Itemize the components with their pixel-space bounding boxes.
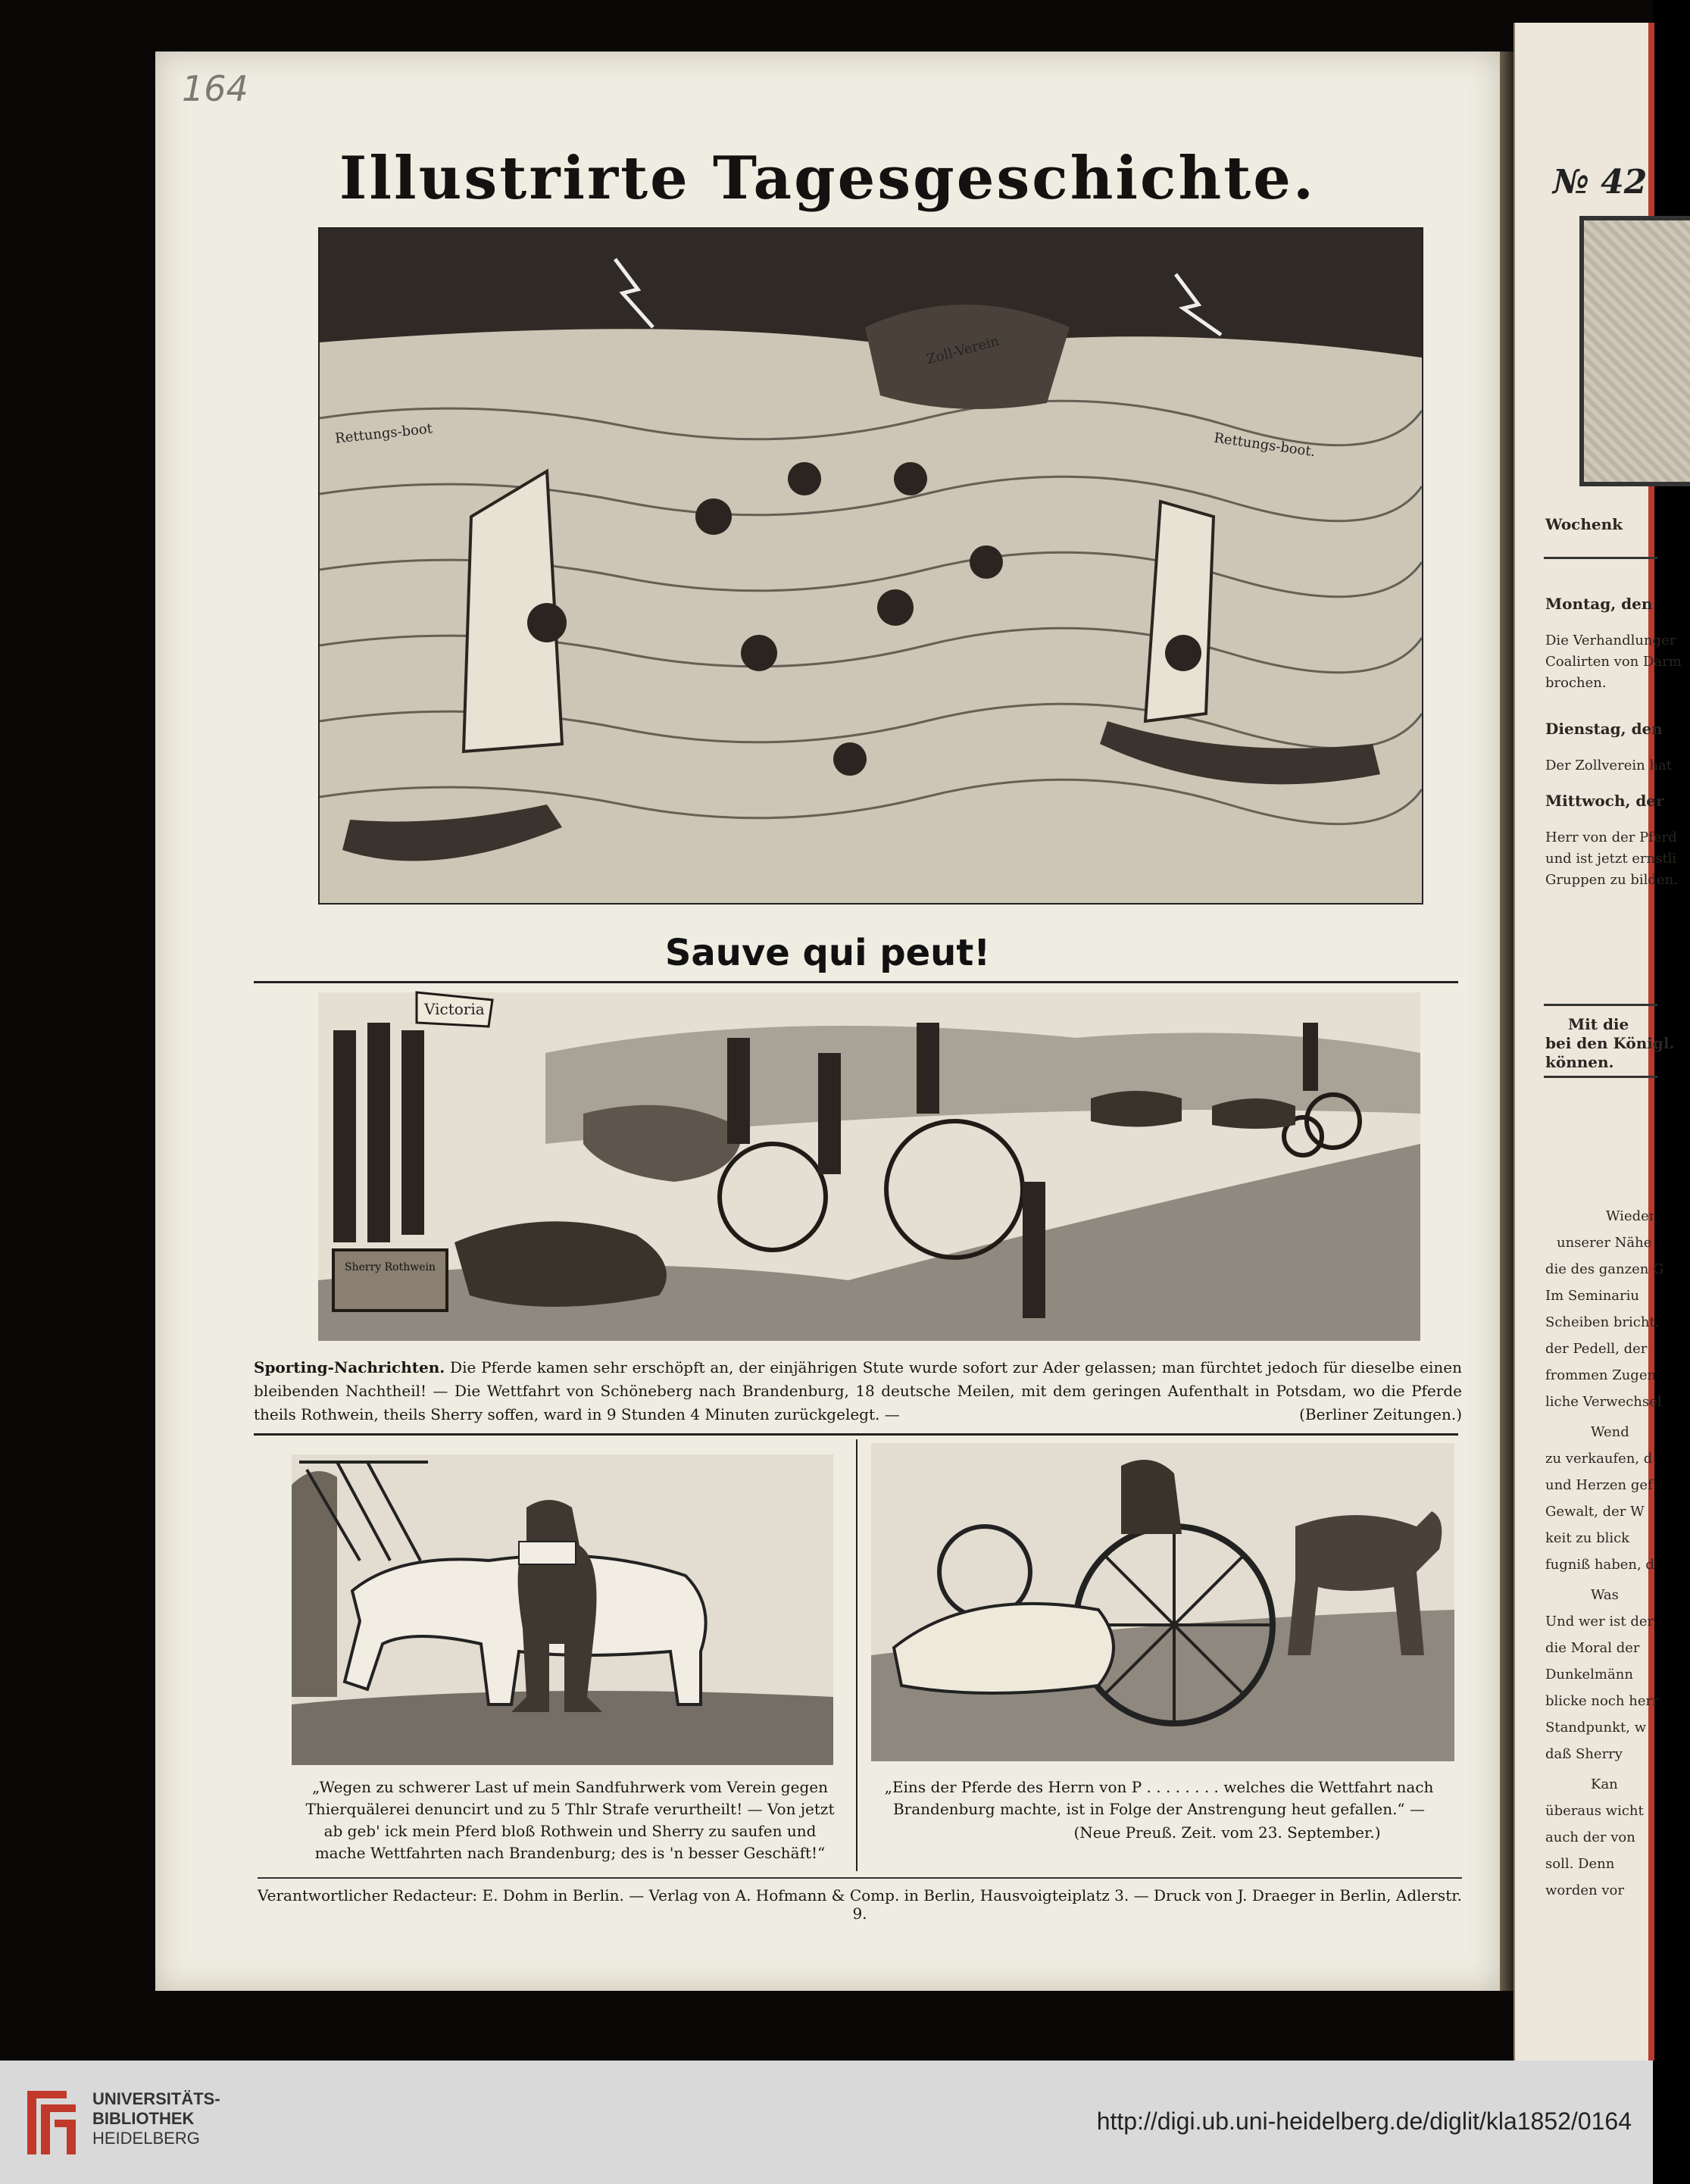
text-line: liche Verwechsel xyxy=(1545,1394,1662,1410)
carter-quote: „Wegen zu schwerer Last uf mein Sandfuhrwerk vom Verein gegen Thierquälerei denuncirt und zu 5 Thlr Strafe verurtheilt! — Von jetzt ab geb' ick mein Pferd bloß Rothwein und Sherry zu saufen und mache Wettfahrten nach Brandenburg; des is 'n besser Geschäft!“ xyxy=(305,1778,835,1862)
library-footer xyxy=(0,2061,1653,2184)
library-name-line: UNIVERSITÄTS- xyxy=(92,2089,220,2108)
text-line: frommen Zugen xyxy=(1545,1367,1657,1383)
sporting-news-heading: Sporting-Nachrichten. xyxy=(254,1358,445,1376)
decorative-initial xyxy=(1579,216,1690,486)
page-number: 164 xyxy=(182,68,248,109)
label-rescue-boat-left: Rettungs-boot xyxy=(334,420,433,447)
text-line: brochen. xyxy=(1545,675,1607,691)
text-line: bei den Königl. xyxy=(1545,1034,1675,1052)
text-line: Standpunkt, w xyxy=(1545,1720,1647,1736)
fallen-horse-source: (Neue Preuß. Zeit. vom 23. September.) xyxy=(1073,1823,1381,1842)
permalink-url[interactable]: http://digi.ub.uni-heidelberg.de/diglit/kla1852/0164 xyxy=(1096,2107,1632,2135)
issue-number: № 42 xyxy=(1553,163,1648,202)
text-line: fugniß haben, d xyxy=(1545,1557,1654,1573)
text-line: die des ganzen G xyxy=(1545,1261,1664,1277)
text-line: worden vor xyxy=(1545,1882,1624,1898)
text-line: Wend xyxy=(1591,1424,1629,1440)
text-line: keit zu blick xyxy=(1545,1530,1630,1546)
text-line: Die Verhandlunger xyxy=(1545,633,1676,648)
divider-rule xyxy=(254,981,1458,983)
text-line: Wieder xyxy=(1606,1208,1656,1224)
victoria-banner-label: Victoria xyxy=(424,1000,485,1018)
text-line: Kan xyxy=(1591,1776,1618,1792)
text-line: Dunkelmänn xyxy=(1545,1667,1633,1683)
label-zollverein-ship: Zoll-Verein xyxy=(924,333,1001,368)
facing-page xyxy=(1514,23,1682,2061)
sporting-news-paragraph xyxy=(254,1356,1462,1426)
text-line: Scheiben bricht. xyxy=(1545,1314,1660,1330)
library-name-line: BIBLIOTHEK xyxy=(92,2109,195,2128)
text-line: Herr von der Pferd xyxy=(1545,830,1677,845)
text-line: und ist jetzt ernstli xyxy=(1545,851,1677,867)
text-line: Dienstag, den xyxy=(1545,720,1663,738)
text-line: soll. Denn xyxy=(1545,1856,1615,1872)
library-logo-icon xyxy=(21,2083,82,2162)
text-line: Mit die xyxy=(1568,1015,1629,1033)
text-line: Coalirten von Darm xyxy=(1545,654,1682,670)
text-line: die Moral der xyxy=(1545,1640,1640,1656)
text-line: Wochenk xyxy=(1545,515,1623,533)
divider-rule xyxy=(1544,1004,1657,1006)
text-line: unserer Nähe xyxy=(1557,1235,1652,1251)
divider-rule xyxy=(1544,1076,1657,1078)
masthead-title: Illustrirte Tagesgeschichte. xyxy=(339,144,1317,213)
text-line: können. xyxy=(1545,1053,1614,1071)
crate-label: Sherry Rothwein xyxy=(344,1261,436,1273)
divider-rule xyxy=(1544,557,1657,559)
text-line: blicke noch herr xyxy=(1545,1693,1659,1709)
library-name-line: HEIDELBERG xyxy=(92,2129,200,2148)
text-line: zu verkaufen, d xyxy=(1545,1451,1653,1467)
text-line: überaus wicht xyxy=(1545,1803,1644,1819)
cartoon-fallen-horse xyxy=(871,1443,1454,1761)
text-line: Gewalt, der W xyxy=(1545,1504,1645,1520)
text-line: Was xyxy=(1591,1587,1619,1603)
text-line: daß Sherry xyxy=(1545,1746,1623,1762)
publisher-imprint: Verantwortlicher Redacteur: E. Dohm in Berlin. — Verlag von A. Hofmann & Comp. in Berlin, Hausvoigteiplatz 3. — Druck von J. Draeger in Berlin, Adlerstr. 9. xyxy=(258,1877,1462,1923)
fallen-horse-quote: „Eins der Pferde des Herrn von P . . . . . . . . welches die Wettfahrt nach Brandenburg machte, ist in Folge der Anstrengung heut gefallen.“ — xyxy=(884,1778,1434,1818)
sporting-news-source: (Berliner Zeitungen.) xyxy=(1299,1405,1462,1423)
text-line: auch der von xyxy=(1545,1829,1635,1845)
column-divider xyxy=(856,1439,857,1871)
label-rescue-boat-right: Rettungs-boot. xyxy=(1213,430,1317,461)
text-line: Gruppen zu bilden. xyxy=(1545,872,1678,888)
library-name xyxy=(92,2089,220,2148)
cartoon-sand-carter xyxy=(292,1454,833,1765)
text-line: Der Zollverein hat xyxy=(1545,758,1672,773)
book-spine xyxy=(1500,52,1514,1991)
divider-rule xyxy=(254,1433,1458,1436)
text-line: Und wer ist der xyxy=(1545,1614,1654,1629)
text-line: Im Seminariu xyxy=(1545,1288,1639,1304)
cartoon-caption-sauve-qui-peut: Sauve qui peut! xyxy=(664,932,991,974)
text-line: Montag, den xyxy=(1545,595,1653,613)
text-line: der Pedell, der xyxy=(1545,1341,1648,1357)
text-line: Mittwoch, der xyxy=(1545,792,1664,810)
cartoon-shipwreck xyxy=(318,227,1423,905)
sporting-news-body: Die Pferde kamen sehr erschöpft an, der einjährigen Stute wurde sofort zur Ader gelassen; man fürchtet jedoch für dieselbe einen bleibenden Nachtheil! — Die Wettfahrt von Schöneberg nach Brandenburg, 18 deutsche Meilen, mit dem geringen Aufenthalt in Potsdam, wo die Pferde theils Rothwein, theils Sherry soffen, ward in 9 Stunden 4 Minuten zurückgelegt. — xyxy=(254,1358,1463,1423)
text-line: und Herzen gef xyxy=(1545,1477,1653,1493)
cartoon-horse-race xyxy=(318,992,1420,1341)
